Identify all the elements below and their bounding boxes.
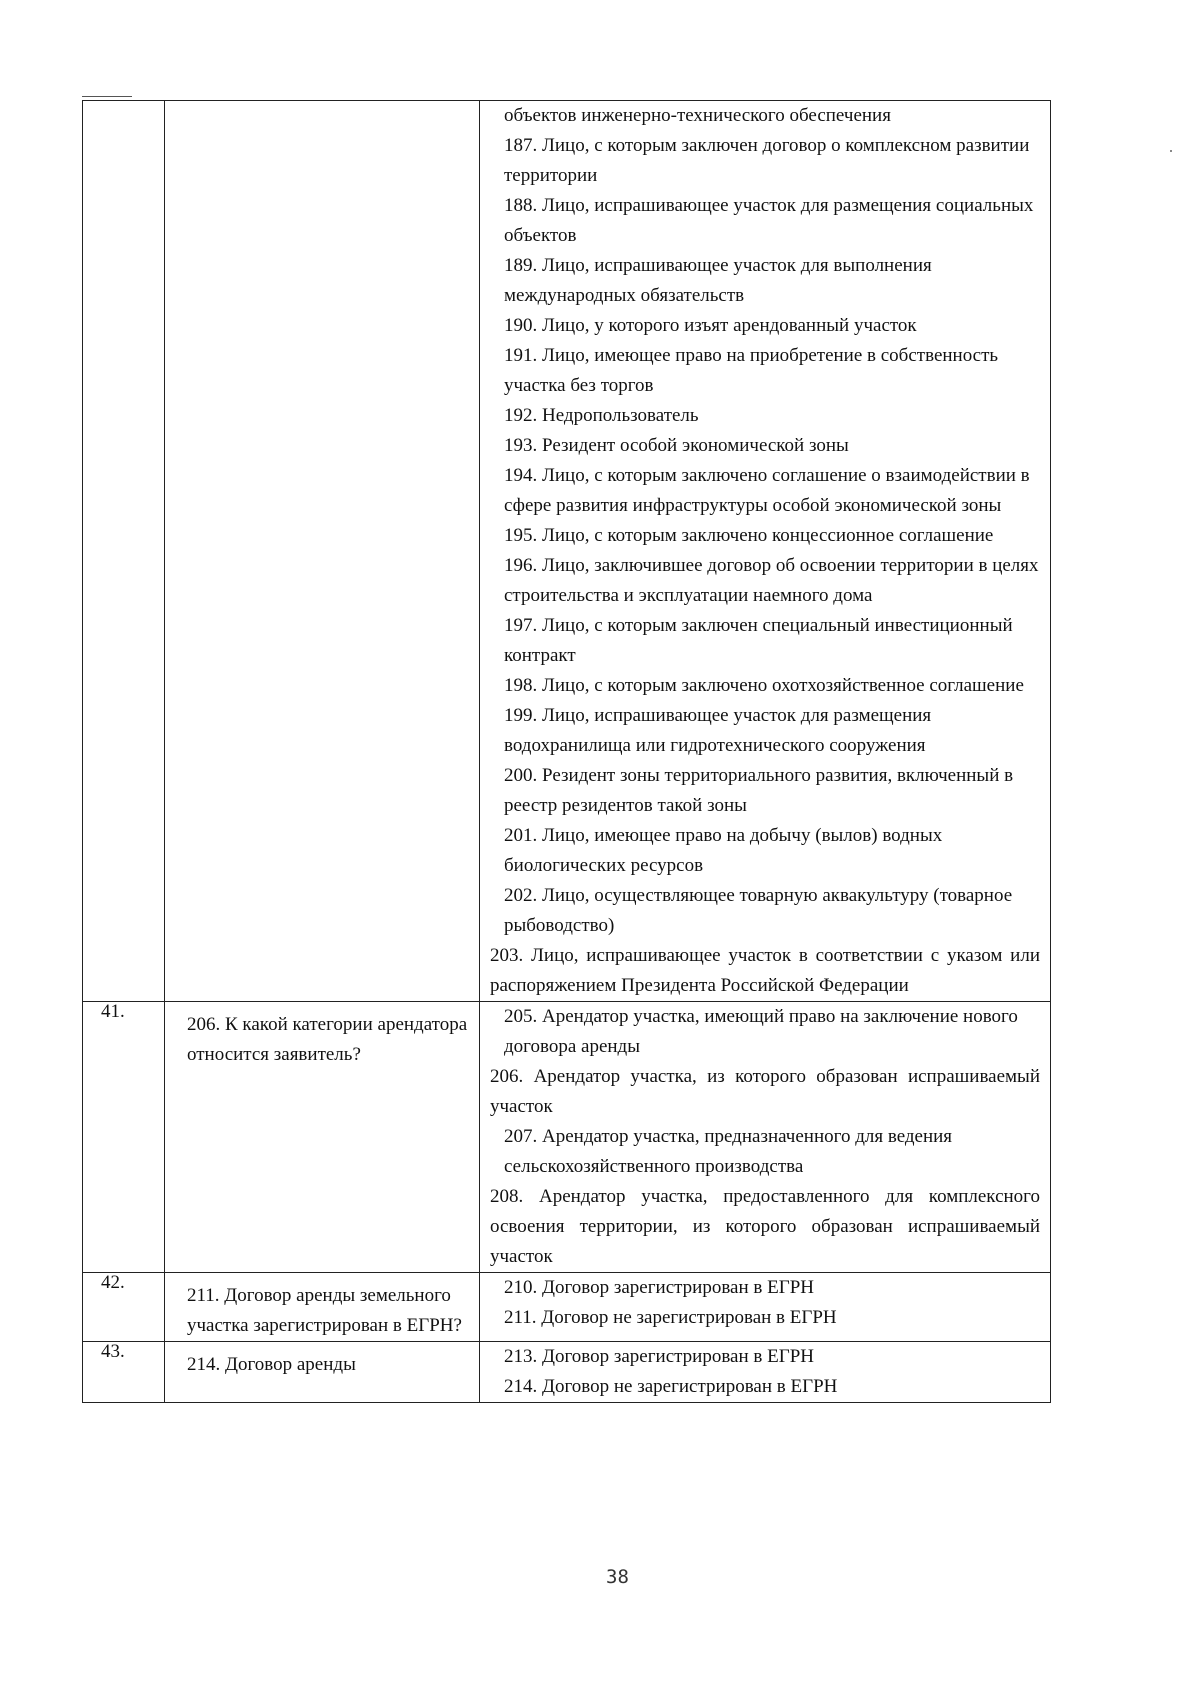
answers-list — [490, 1273, 1040, 1333]
answers-cell — [480, 101, 1051, 1002]
table-row — [83, 1002, 1051, 1273]
answer-item: 188. Лицо, испрашивающее участок для размещения социальных объектов — [504, 195, 1034, 246]
answer-item: 214. Договор не зарегистрирован в ЕГРН — [504, 1376, 838, 1397]
header-rule — [82, 96, 132, 97]
answer-item: 196. Лицо, заключившее договор об освоении территории в целях строительства и эксплуатации наемного дома — [504, 555, 1039, 606]
row-number-cell — [83, 101, 165, 1002]
answer-item: 203. Лицо, испрашивающее участок в соответствии с указом или распоряжением Президента Российской Федерации — [490, 945, 1040, 996]
answers-cell — [480, 1002, 1051, 1273]
answer-item: 201. Лицо, имеющее право на добычу (вылов) водных биологических ресурсов — [504, 825, 943, 876]
answer-item: 187. Лицо, с которым заключен договор о комплексном развитии территории — [504, 135, 1030, 186]
questions-table — [82, 100, 1051, 1403]
answer-item: 211. Договор не зарегистрирован в ЕГРН — [504, 1307, 837, 1328]
answer-item: 206. Арендатор участка, из которого образован испрашиваемый участок — [490, 1066, 1040, 1117]
table-row-continuation — [83, 101, 1051, 1002]
answer-item: 200. Резидент зоны территориального развития, включенный в реестр резидентов такой зоны — [504, 765, 1014, 816]
scan-speck — [1170, 150, 1172, 152]
answers-list — [490, 1002, 1040, 1272]
question-text: 211. Договор аренды земельного участка зарегистрирован в ЕГРН? — [165, 1273, 480, 1342]
answers-list — [490, 101, 1040, 1001]
answer-item: 208. Арендатор участка, предоставленного для комплексного освоения территории, из которого образован испрашиваемый участок — [490, 1186, 1040, 1267]
row-number: 41. — [83, 1002, 165, 1273]
answer-item: 192. Недропользователь — [504, 405, 699, 426]
table-row — [83, 1342, 1051, 1403]
answer-item: 195. Лицо, с которым заключено концессионное соглашение — [504, 525, 994, 546]
answers-cell — [480, 1273, 1051, 1342]
answer-item: объектов инженерно-технического обеспечения — [504, 105, 891, 126]
answer-item: 193. Резидент особой экономической зоны — [504, 435, 849, 456]
table-row — [83, 1273, 1051, 1342]
answer-item: 210. Договор зарегистрирован в ЕГРН — [504, 1277, 815, 1298]
answer-item: 197. Лицо, с которым заключен специальный инвестиционный контракт — [504, 615, 1013, 666]
answers-list — [490, 1342, 1040, 1402]
answer-item: 189. Лицо, испрашивающее участок для выполнения международных обязательств — [504, 255, 932, 306]
answers-cell — [480, 1342, 1051, 1403]
answer-item: 198. Лицо, с которым заключено охотхозяйственное соглашение — [504, 675, 1024, 696]
question-text: 214. Договор аренды — [165, 1342, 480, 1403]
answer-item: 202. Лицо, осуществляющее товарную аквакультуру (товарное рыбоводство) — [504, 885, 1013, 936]
row-number: 43. — [83, 1342, 165, 1403]
page-number: 38 — [606, 1566, 629, 1588]
question-text: 206. К какой категории арендатора относится заявитель? — [165, 1002, 480, 1273]
answer-item: 194. Лицо, с которым заключено соглашение о взаимодействии в сфере развития инфраструктуры особой экономической зоны — [504, 465, 1030, 516]
answer-item: 213. Договор зарегистрирован в ЕГРН — [504, 1346, 815, 1367]
answer-item: 207. Арендатор участка, предназначенного для ведения сельскохозяйственного производства — [504, 1126, 953, 1177]
answer-item: 199. Лицо, испрашивающее участок для размещения водохранилища или гидротехнического сооружения — [504, 705, 932, 756]
answer-item: 190. Лицо, у которого изъят арендованный участок — [504, 315, 917, 336]
answer-item: 205. Арендатор участка, имеющий право на заключение нового договора аренды — [504, 1006, 1018, 1057]
row-number: 42. — [83, 1273, 165, 1342]
answer-item: 191. Лицо, имеющее право на приобретение в собственность участка без торгов — [504, 345, 999, 396]
question-cell — [165, 101, 480, 1002]
